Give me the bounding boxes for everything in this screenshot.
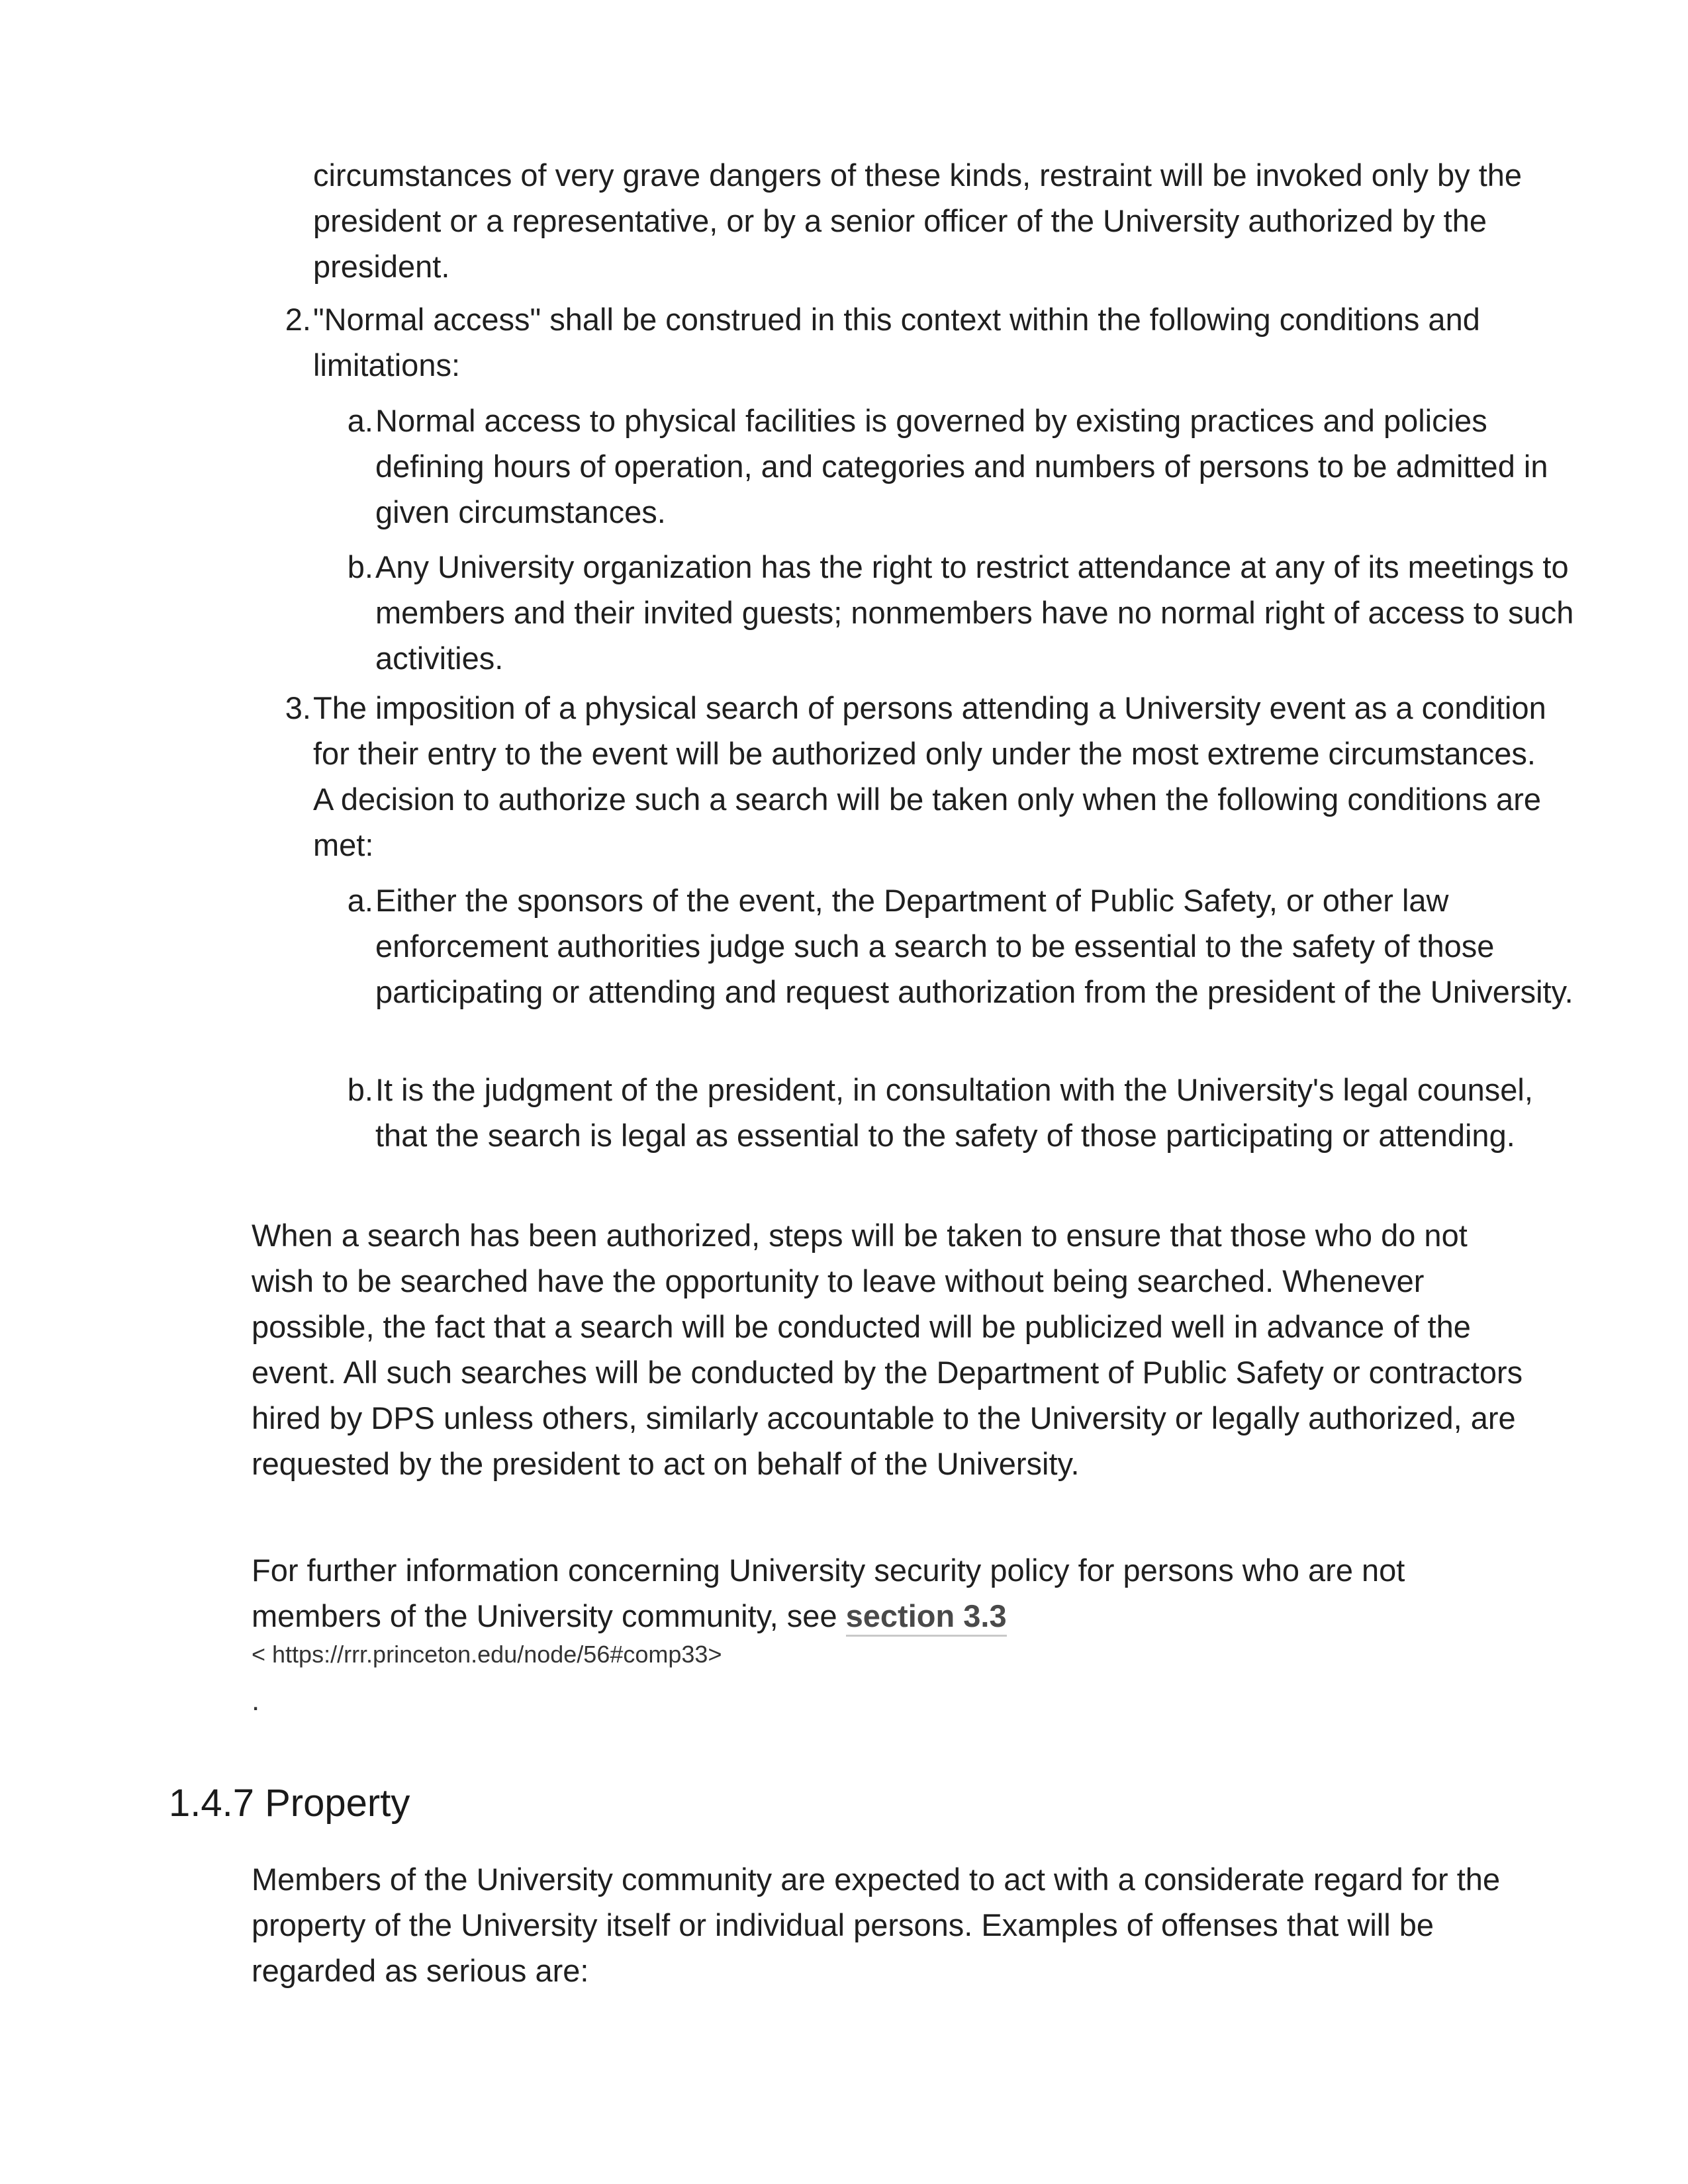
- list-item-2a-text: Normal access to physical facilities is governed by existing practices and policies defining hours of operation, and categories and numbers of persons to be admitted in given circumstances.: [375, 403, 1548, 529]
- list-item-3b: [347, 1067, 1593, 1158]
- search-paragraph-text: When a search has been authorized, steps will be taken to ensure that those who do not wish to be searched have the opportunity to leave without being searched. Whenever possible, the fact that a search will be conducted will be publicized well in advance of the event. All such searches will be conducted by the Department of Public Safety or contractors hired by DPS unless others, similarly accountable to the University or legally authorized, are requested by the president to act on behalf of the University.: [252, 1218, 1523, 1481]
- link-url-note: < https://rrr.princeton.edu/node/56#comp33>: [252, 1641, 722, 1668]
- trailing-period: .: [252, 1684, 260, 1717]
- further-info-paragraph: [252, 1547, 1536, 1639]
- list-item-3-number: 3.: [285, 690, 311, 725]
- search-paragraph: [252, 1212, 1536, 1486]
- further-info-lead: For further information concerning University security policy for persons who are not members of the University community, see: [252, 1553, 1405, 1633]
- list-item-2: [285, 296, 1551, 388]
- further-info-text: [252, 1547, 1536, 1639]
- list-item-2-number: 2.: [285, 302, 311, 337]
- list-item-2b: [347, 544, 1593, 681]
- list-item-3b-text: It is the judgment of the president, in consultation with the University's legal counsel, that the search is legal as essential to the safety of those participating or attending.: [375, 1072, 1533, 1153]
- list-item-2b-letter: b.: [347, 549, 373, 584]
- list-item-3a-text: Either the sponsors of the event, the Department of Public Safety, or other law enforcement authorities judge such a search to be essential to the safety of those participating or attending and request authorization from the president of the University.: [375, 883, 1573, 1009]
- item-1-continuation-text: circumstances of very grave dangers of these kinds, restraint will be invoked only by the president or a representative, or by a senior officer of the University authorized by the president.: [313, 158, 1523, 284]
- list-item-3-text: The imposition of a physical search of persons attending a University event as a condition for their entry to the event will be authorized only under the most extreme circumstances. A decision to authorize such a search will be taken only when the following conditions are met:: [313, 690, 1546, 862]
- property-paragraph: [252, 1856, 1536, 1993]
- list-item-3a: [347, 878, 1593, 1015]
- section-3-3-link[interactable]: section 3.3: [846, 1598, 1007, 1637]
- list-item-2b-text: Any University organization has the right to restrict attendance at any of its meetings to members and their invited guests; nonmembers have no normal right of access to such activities.: [375, 549, 1574, 676]
- list-item-3: [285, 685, 1551, 868]
- list-item-2-text: "Normal access" shall be construed in this context within the following conditions and limitations:: [313, 302, 1480, 383]
- section-heading: 1.4.7 Property: [169, 1782, 410, 1825]
- item-1-continuation: [313, 152, 1538, 289]
- property-paragraph-text: Members of the University community are expected to act with a considerate regard for the property of the University itself or individual persons. Examples of offenses that will be regarded as serious are:: [252, 1862, 1501, 1988]
- list-item-2a-letter: a.: [347, 403, 373, 438]
- list-item-3b-letter: b.: [347, 1072, 373, 1107]
- list-item-2a: [347, 398, 1593, 535]
- list-item-3a-letter: a.: [347, 883, 373, 918]
